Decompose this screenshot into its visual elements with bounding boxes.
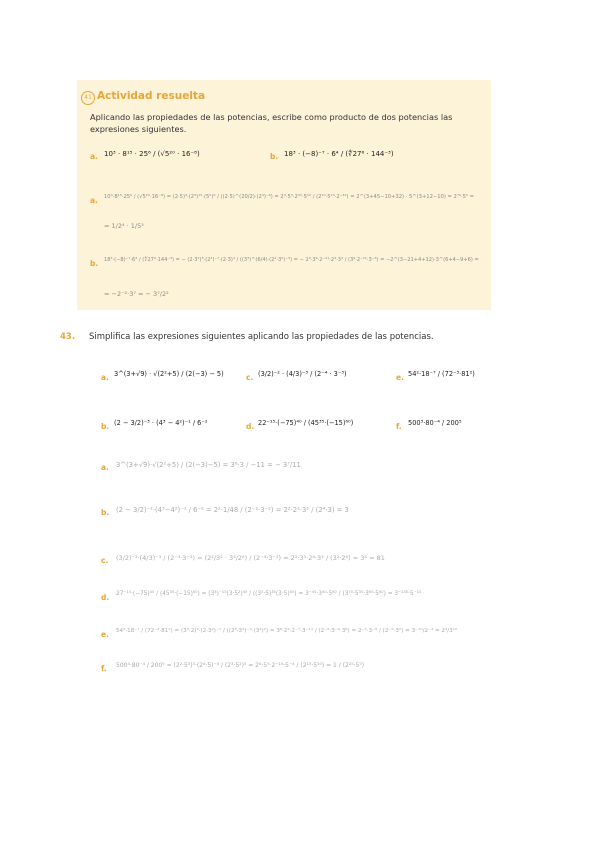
solution-label: d. [101,593,110,602]
solution-line: (3/2)⁻²·(4/3)⁻³ / (2⁻⁴·3⁻³) = (2²/3² · 3³/2⁶) / (2⁻⁴·3⁻³) = 2²·3³·2⁴·3³ / (3²·2⁶) = 3⁴ = 81 [116,554,385,562]
item-label: a. [101,373,109,382]
math-expression: 10³ · 8¹⁵ · 25⁶ / (√5²⁰ · 16⁻⁸) [104,150,200,158]
solution-line: 3^(3+√9)·√(2²+5) / (2(−3)−5) = 3⁶·3 / −11 = − 3⁷/11 [116,461,301,469]
solution-label: b. [101,508,110,517]
solution-line: 500³·80⁻⁴ / 200⁵ = (2²·5³)³·(2⁴·5)⁻⁴ / (2³·5²)⁵ = 2⁶·5⁹·2⁻¹⁶·5⁻⁴ / (2¹⁵·5¹⁰) = 1 / (2²⁵·5⁵) [116,662,365,669]
solution-line: 27⁻¹⁵·(−75)⁴⁰ / (45³⁵·(−15)⁶⁰) = (3³)⁻¹⁵(3·5²)⁴⁰ / ((3²·5)³⁵(3·5)⁶⁰) = 3⁻⁴⁵·3⁴⁰·5⁸⁰ / (3⁷⁰·5³⁵·3⁶⁰·5⁶⁰) = 3⁻¹³⁵·5⁻¹⁵ [116,591,422,597]
solution-label: a. [101,463,109,472]
solution-label: e. [101,630,109,639]
item-label: b. [101,422,110,431]
solution-line: 10³·8¹⁵·25⁶ / (√5²⁰·16⁻⁸) = (2·5)³·(2³)¹⁵·(5²)⁶ / ((2·5)^(20/2)·(2⁴)⁻⁸) = 2³·5³·2⁴⁵·5¹² / (2¹⁰·5¹⁰·2⁻³²) = 2^(3+45−10+32) · 5^(3+12−10) = 2⁷⁰·5⁵ = [104,194,475,200]
item-label: c. [246,373,254,382]
math-expression: (3/2)⁻² · (4/3)⁻³ / (2⁻⁴ · 3⁻³) [258,370,347,378]
solution-line: 54²·18⁻⁷ / (72⁻³·81²) = (3³·2)²·(2·3²)⁻⁷ / ((2³·3²)⁻³·(3⁴)²) = 3⁶·2²·2⁻⁷·3⁻¹⁴ / (2⁻⁹·3⁻⁶·3⁸) = 2⁻⁵·3⁻⁸ / (2⁻⁹·3²) = 3⁻¹⁰/2⁻⁴ = 2⁴/3¹⁰ [116,628,458,634]
exercise-number: 43. [60,332,76,342]
solution-line: 18³·(−8)⁻⁷·6⁴ / (∜27⁶·144⁻³) = − (2·3²)³·(2³)⁻⁷·(2·3)⁴ / ((3³)^(6/4)·(2⁴·3²)⁻³) = − 2³·3⁶·2⁻²¹·2⁴·3⁴ / (3⁹·2⁻¹²·3⁻⁶) = −2^(3−21+4+12)·3^(6+4−9+6) = [104,257,479,263]
item-label: f. [396,422,402,431]
math-expression: (2 − 3/2)⁻³ · (4³ − 4²)⁻¹ / 6⁻² [114,419,208,427]
item-label: e. [396,373,404,382]
solution-label: f. [101,664,107,673]
item-label: b. [270,152,279,161]
solution-label: a. [90,196,98,205]
solved-activity-title: Actividad resuelta [97,90,206,102]
solution-line: = −2⁻²·3⁷ = − 3⁷/2² [104,290,169,298]
solution-label: c. [101,556,109,565]
math-expression: 500³·80⁻⁴ / 200⁵ [408,419,462,427]
activity-number-badge: 41 [81,91,95,105]
exercise-statement: Simplifica las expresiones siguientes aplicando las propiedades de las potencias. [89,332,434,342]
solution-label: b. [90,259,99,268]
solved-activity-intro: Aplicando las propiedades de las potencias, escribe como producto de dos potencias las expresiones siguientes. [90,112,453,134]
solution-line: = 1/2⁴ · 1/5⁵ [104,222,144,230]
item-label: d. [246,422,255,431]
math-expression: 22⁻¹⁵·(−75)⁴⁰ / (45³⁵·(−15)⁶⁰) [258,419,354,427]
item-label: a. [90,152,98,161]
math-expression: 3^(3+√9) · √(2²+5) / (2(−3) − 5) [114,370,224,378]
math-expression: 18³ · (−8)⁻⁷ · 6⁴ / (∜27⁶ · 144⁻³) [284,150,394,158]
math-expression: 54²·18⁻⁷ / (72⁻³·81²) [408,370,475,378]
solution-line: (2 − 3/2)⁻²·(4³−4²)⁻¹ / 6⁻² = 2²·1/48 / (2⁻²·3⁻²) = 2²·2²·3² / (2⁴·3) = 3 [116,506,349,514]
